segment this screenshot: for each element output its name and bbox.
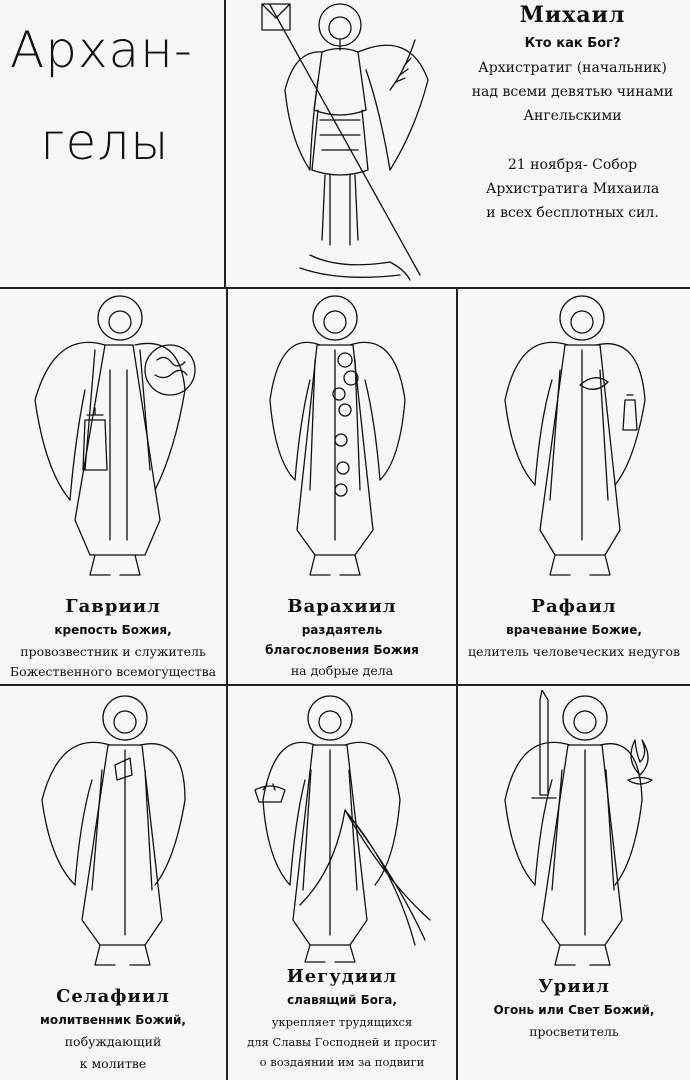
page-title-line1: Архан- — [10, 21, 193, 79]
angel-name: Уриил — [538, 976, 610, 997]
grid-line — [0, 684, 690, 686]
page-title-line2: гелы — [40, 113, 170, 171]
michael-feast-line3: и всех бесплотных сил. — [486, 205, 659, 221]
angel-line4: о воздаянии им за подвиги — [259, 1055, 425, 1069]
michael-meaning: Кто как Бог? — [524, 36, 621, 51]
grid-line — [226, 288, 228, 1080]
angel-line2: целитель человеческих недугов — [467, 644, 681, 659]
angel-line2: благословения Божия — [265, 643, 419, 657]
michael-feast-line2: Архистратига Михаила — [485, 181, 660, 197]
angel-name: Рафаил — [531, 596, 617, 617]
angel-name: Иегудиил — [286, 966, 398, 987]
archangel-barachiel-icon — [255, 290, 430, 590]
angel-line1: Огонь или Свет Божий, — [493, 1003, 655, 1017]
angel-line2: побуждающий — [64, 1034, 162, 1049]
angel-line1: крепость Божия, — [54, 623, 172, 637]
angel-line3: на добрые дела — [290, 663, 394, 678]
archangel-uriel-icon — [490, 690, 670, 975]
angel-line3: Божественного всемогущества — [9, 664, 217, 679]
grid-line — [0, 287, 690, 289]
archangel-selaphiel-icon — [20, 690, 205, 975]
angel-line1: молитвенник Божий, — [40, 1013, 186, 1027]
angel-line2: укрепляет трудящихся — [271, 1015, 413, 1029]
angel-name: Селафиил — [56, 986, 170, 1007]
michael-desc-line1: Архистратиг (начальник) — [478, 60, 667, 76]
archangel-michael-icon — [240, 0, 450, 285]
angel-line1: славящий Бога, — [287, 993, 397, 1007]
archangel-gabriel-icon — [15, 290, 210, 590]
page-title — [10, 4, 220, 188]
angel-line2: просветитель — [529, 1024, 619, 1039]
grid-line — [456, 288, 458, 1080]
angel-line2: провозвестник и служитель — [20, 644, 206, 659]
archangel-jegudiel-icon — [245, 690, 440, 970]
michael-desc-line3: Ангельскими — [523, 108, 622, 124]
grid-line — [224, 0, 226, 288]
archangel-raphael-icon — [490, 290, 660, 590]
angel-line1: врачевание Божие, — [506, 623, 642, 637]
angel-line1: раздаятель — [301, 623, 383, 637]
angel-line3: к молитве — [79, 1056, 147, 1071]
michael-desc-line2: над всеми девятью чинами — [471, 84, 674, 100]
angel-line3: для Славы Господней и просит — [247, 1035, 437, 1049]
angel-name: Гавриил — [65, 596, 161, 617]
angel-name: Варахиил — [287, 596, 397, 617]
michael-feast-line1: 21 ноября- Собор — [507, 157, 638, 173]
michael-name: Михаил — [519, 2, 626, 28]
